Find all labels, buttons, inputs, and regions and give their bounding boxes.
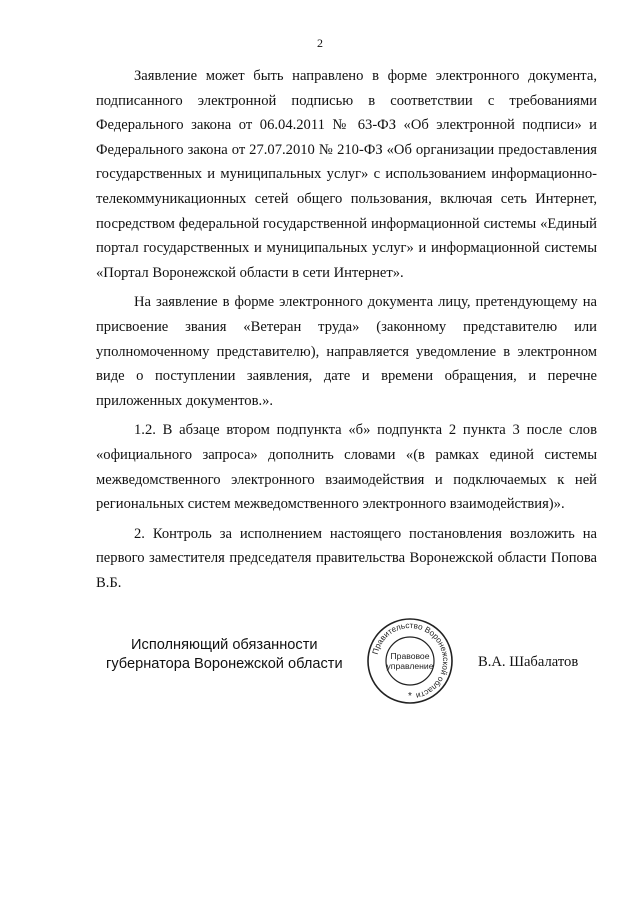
seal-center-line2: управление — [386, 661, 434, 671]
paragraph-electronic-application: Заявление может быть направлено в форме электронного документа, подписанного электронной подписью в соответствии с требованиями Федерального закона от 06.04.2011 № 63-ФЗ «Об электронной подписи» и Федерального закона от 27.07.2010 № 210-ФЗ «Об организации предоставления государственных и муниципальных услуг» с использованием информационно-телекоммуникационных сетей общего пользования, включая сеть Интернет, посредством федеральной государственной информационной системы «Единый портал государственных и муниципальных услуг» и информационной системы «Портал Воронежской области в сети Интернет». — [96, 68, 597, 281]
signatory-position-line1: Исполняющий обязанности — [131, 637, 318, 653]
signatory-position-line2: губернатора Воронежской области — [106, 656, 343, 672]
seal-center-line1: Правовое — [390, 651, 430, 661]
seal-ring-text: Правительство Воронежской области — [370, 620, 451, 701]
paragraph-notification: На заявление в форме электронного документа лицу, претендующему на присвоение звания «Ветеран труда» (законному представителю или уполномоченному представителю), направляется уведомление в электронном виде о поступлении заявления, дате и времени обращения, и перечне приложенных документов.». — [96, 294, 597, 409]
paragraph-amendment-1-2: 1.2. В абзаце втором подпункта «б» подпункта 2 пункта 3 после слов «официального запроса» дополнить словами «(в рамках единой системы межведомственного электронного взаимодействия и подключаемых к ней региональных систем межведомственного электронного взаимодействия)». — [96, 422, 597, 513]
paragraph-control: 2. Контроль за исполнением настоящего постановления возложить на первого заместителя председателя правительства Воронежской области Попова В.Б. — [96, 525, 597, 591]
document-body — [96, 64, 597, 595]
signatory-position — [106, 636, 343, 674]
seal-star: * — [408, 691, 412, 702]
official-seal — [366, 617, 454, 705]
signatory-name: В.А. Шабалатов — [478, 654, 579, 670]
page-number: 2 — [317, 36, 323, 50]
